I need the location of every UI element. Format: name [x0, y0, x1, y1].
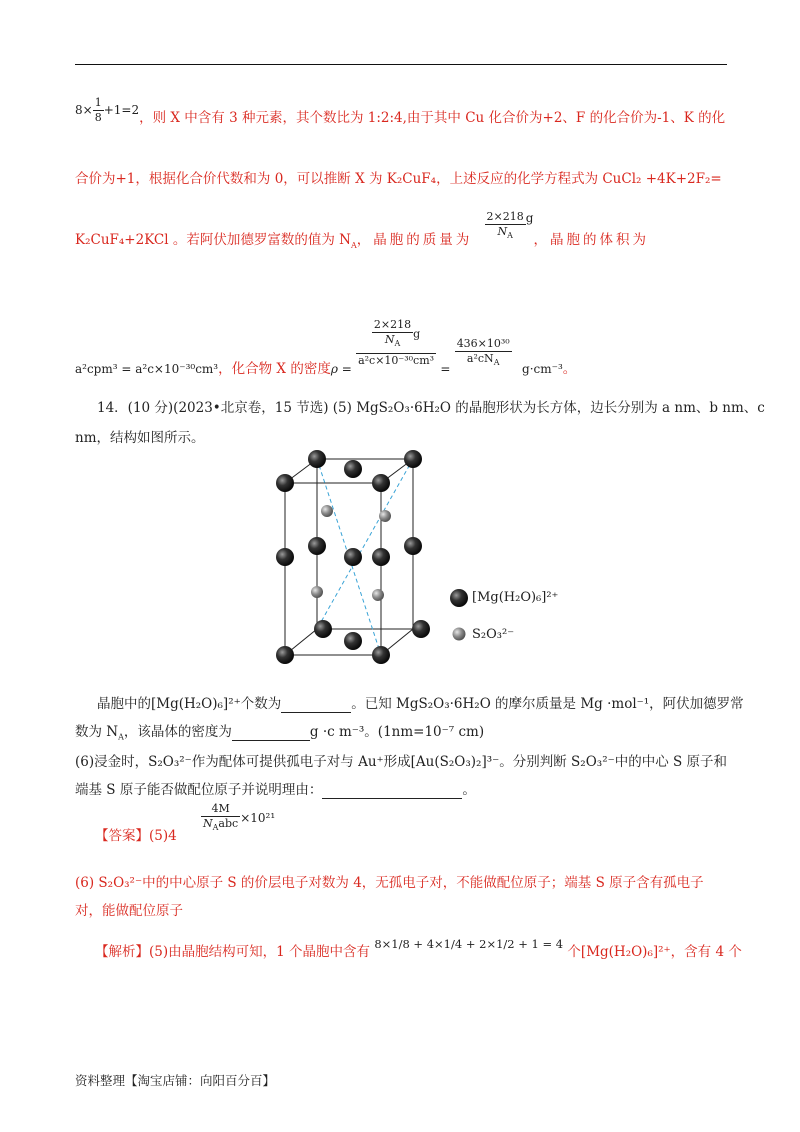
answer-6-line-2: 对，能做配位原子 [75, 903, 183, 919]
answer-label: 【答案】 [95, 828, 149, 845]
unit: g·cm⁻³ [522, 361, 563, 376]
solution-line-3 [75, 210, 649, 250]
answer-text: (5)4 [149, 828, 177, 845]
math-expr: 8×1/8 + 4×1/4 + 2×1/2 + 1 = 4 [374, 937, 564, 951]
math-expr: 8× [75, 103, 93, 117]
fraction: $\frac{1}{8}$ [94, 96, 102, 124]
math-expr: a²cpm³ = a²c×10⁻³⁰cm³ [75, 361, 219, 376]
question-14-line-2: nm，结构如图所示。 [75, 430, 205, 446]
solution-text: ，晶胞的质量为 [356, 232, 473, 249]
diagonal-dashes [317, 459, 413, 655]
analysis-text: 个[Mg(H₂O)₆]²⁺，含有 4 个 [567, 944, 742, 960]
mass-fraction: $\frac{2\times 218}{N_A}$ [486, 210, 524, 241]
question-text: 。已知 MgS₂O₃·6H₂O 的摩尔质量是 Mg ·mol⁻¹，阿伏加德罗常 [351, 696, 744, 712]
solution-line-4 [75, 304, 577, 377]
footer-source: 资料整理【淘宝店铺：向阳百分百】 [75, 1073, 276, 1088]
solution-text: ，晶胞的体积为 [533, 232, 649, 249]
math-expr: ρ = [330, 361, 352, 376]
unit: g [525, 211, 534, 226]
answer-line [95, 802, 276, 845]
math-expr: +1=2 [103, 103, 140, 117]
answer-blank [281, 696, 351, 713]
answer-blank [322, 782, 462, 799]
answer-6-line-1: (6) S₂O₃²⁻中的中心原子 S 的价层电子对数为 4，无孤电子对，不能做配位原子；端基 S 原子含有孤电子 [75, 875, 704, 891]
math-expr: ×10²¹ [240, 811, 276, 826]
question-6-line-1: (6)浸金时，S₂O₃²⁻作为配体可提供孤电子对与 Au⁺形成[Au(S₂O₃)₂]³⁻。分别判断 S₂O₃²⁻中的中心 S 原子和 [75, 754, 728, 770]
answer-blank [232, 724, 310, 741]
legend-mg-swatch [450, 589, 468, 607]
answer-fraction: $\frac{4M}{N_Aabc}$ [203, 802, 239, 833]
legend-s2o3-swatch [453, 628, 466, 641]
legend-s2o3-label: S₂O₃²⁻ [472, 627, 515, 642]
subscript: A [350, 240, 357, 250]
solution-text: K₂CuF₄+2KCl 。若阿伏加德罗富数的值为 N [75, 232, 351, 249]
question-text: g ·c m⁻³。(1nm=10⁻⁷ cm) [309, 724, 485, 740]
mg-complex-ions [276, 450, 430, 664]
question-text: 。 [462, 782, 476, 798]
header-rule [75, 64, 727, 65]
question-6-line-2 [75, 778, 476, 799]
question-5-line-2 [75, 720, 484, 742]
density-result-fraction: $\frac{\text{436×10³⁰}}{a^2cN_A}$ [456, 336, 510, 367]
question-5-line-1 [97, 692, 744, 713]
question-text: 端基 S 原子能否做配位原子并说明理由： [75, 782, 323, 798]
question-text: ，该晶体的密度为 [123, 724, 232, 740]
analysis-label: 【解析】 [95, 944, 149, 960]
question-14-line-1: 14．(10 分)(2023•北京卷，15 节选) (5) MgS₂O₃·6H₂O 的晶胞形状为长方体，边长分别为 a nm、b nm、c [97, 400, 765, 416]
question-text: 晶胞中的[Mg(H₂O)₆]²⁺个数为 [97, 696, 282, 712]
analysis-line [95, 937, 742, 960]
solution-text: 。 [562, 360, 577, 377]
subscript: A [118, 732, 124, 742]
legend-mg-label: [Mg(H₂O)₆]²⁺ [472, 590, 559, 605]
density-fraction: $\frac{2\times 218}{N_A}$ g a²c×10⁻³⁰cm³ [358, 318, 435, 368]
solution-line-2: 合价为+1，根据化合价代数和为 0，可以推断 X 为 K₂CuF₄，上述反应的化学方程式为 CuCl₂ +4K+2F₂= [75, 171, 722, 187]
math-expr: = [440, 361, 451, 376]
solution-text: ，化合物 X 的密度 [218, 360, 331, 377]
solution-text: ，则 X 中含有 3 种元素，其个数比为 1:2:4,由于其中 Cu 化合价为+2、F 的化合价为-1、K 的化 [139, 110, 726, 126]
question-text: 数为 N [75, 724, 119, 740]
analysis-text: (5)由晶胞结构可知，1 个晶胞中含有 [149, 944, 371, 960]
solution-line-1 [75, 96, 725, 125]
